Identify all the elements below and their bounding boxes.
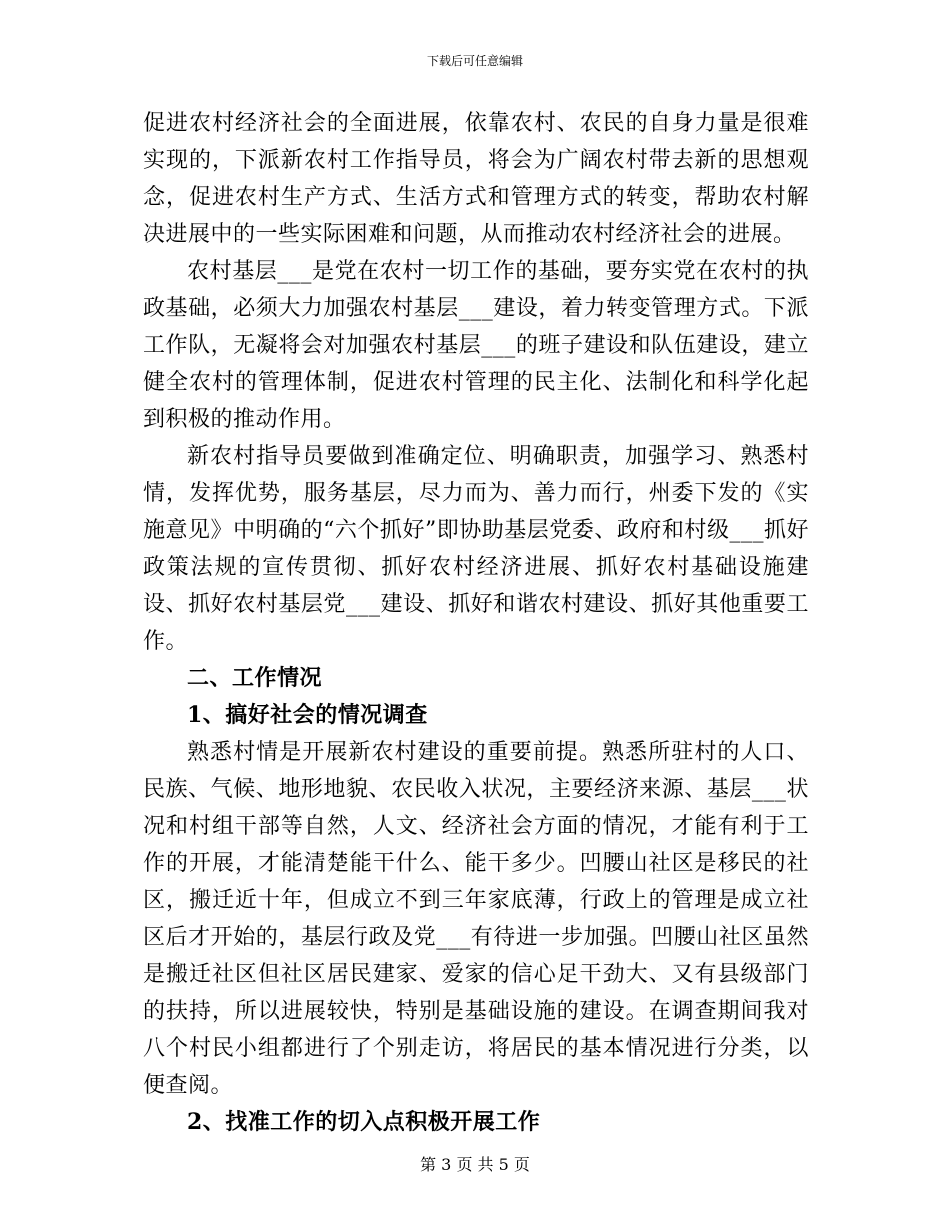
section-heading-work-situation: 二、工作情况 [187,665,323,691]
paragraph-village-survey: 熟悉村情是开展新农村建设的重要前提。熟悉所驻村的人口、民族、气候、地形地貌、农民收入状况，主要经济来源、基层___状况和村组干部等自然，人文、经济社会方面的情况，才能有利于工作的开展，才能清楚能干什么、能干多少。凹腰山社区是移民的社区，搬迁近十年，但成立不到三年家底薄，行政上的管理是成立社区后才开始的，基层行政及党___有待进一步加强。凹腰山社区虽然是搬迁社区但社区居民建家、爱家的信心足干劲大、又有县级部门的扶持，所以进展较快，特别是基础设施的建设。在调查期间我对八个村民小组都进行了个别走访，将居民的基本情况进行分类，以便查阅。 [143,740,809,1098]
paragraph-grassroots: 农村基层___是党在农村一切工作的基础，要夯实党在农村的执政基础，必须大力加强农村基层___建设，着力转变管理方式。下派工作队，无凝将会对加强农村基层___的班子建设和队伍建设，建立健全农村的管理体制，促进农村管理的民主化、法制化和科学化起到积极的推动作用。 [143,259,809,432]
paragraph-continuation: 促进农村经济社会的全面进展，依靠农村、农民的自身力量是很难实现的，下派新农村工作指导员，将会为广阔农村带去新的思想观念，促进农村生产方式、生活方式和管理方式的转变，帮助农村解决进展中的一些实际困难和问题，从而推动农村经济社会的进展。 [143,111,809,247]
page-indicator: 第 3 页 共 5 页 [420,1155,530,1174]
subheading-entry-point: 2、找准工作的切入点积极开展工作 [187,1109,541,1135]
subheading-social-survey: 1、搞好社会的情况调查 [187,702,428,728]
paragraph-instructor-duties: 新农村指导员要做到准确定位、明确职责，加强学习、熟悉村情，发挥优势，服务基层，尽力而为、善力而行，州委下发的《实施意见》中明确的“六个抓好”即协助基层党委、政府和村级___抓好政策法规的宣传贯彻、抓好农村经济进展、抓好农村基础设施建设、抓好农村基层党___建设、抓好和谐农村建设、抓好其他重要工作。 [143,444,809,654]
header-note: 下载后可任意编辑 [426,54,523,68]
document-body [143,105,809,1141]
